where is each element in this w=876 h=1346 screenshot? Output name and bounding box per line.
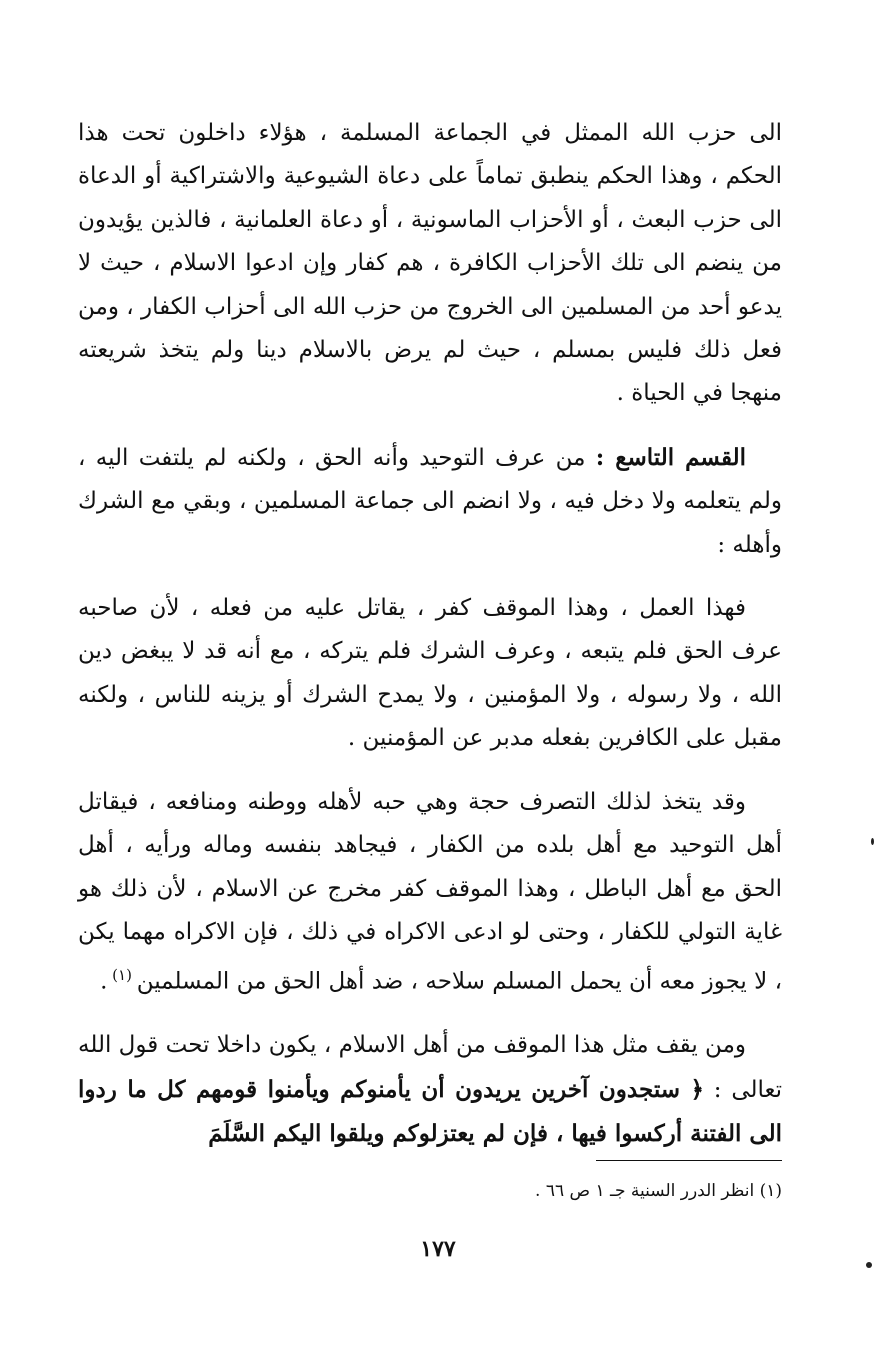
- page-number: ١٧٧: [420, 1236, 456, 1262]
- footnote-reference: (١): [107, 966, 137, 985]
- paragraph-4: [78, 781, 782, 1005]
- paragraph-2: [78, 436, 782, 567]
- section-heading: القسم التاسع :: [595, 443, 746, 471]
- paragraph-3-text: فهذا العمل ، وهذا الموقف كفر ، يقاتل عليه من فعله ، لأن صاحبه عرف الحق فلم يتبعه ، وعرف الشرك فلم يتركه ، مع أنه قد لا يبغض دين الله ، ولا رسوله ، ولا المؤمنين ، ولا يمدح الشرك أو يزينه للناس ، ولكنه مقبل على الكافرين بفعله مدبر عن المؤمنين .: [78, 595, 782, 752]
- paragraph-5-text: ومن يقف مثل هذا الموقف من أهل الاسلام ، يكون داخلا تحت قول الله تعالى :: [78, 1032, 783, 1103]
- paragraph-5: [78, 1024, 782, 1156]
- paragraph-2-text: من عرف التوحيد وأنه الحق ، ولكنه لم يلتفت اليه ، ولم يتعلمه ولا دخل فيه ، ولا انضم الى جماعة المسلمين ، وبقي مع الشرك وأهله :: [78, 444, 782, 558]
- paragraph-3: [78, 587, 782, 761]
- paragraph-4-end: .: [100, 968, 108, 995]
- scan-speck: [866, 1262, 872, 1268]
- paragraph-1-text: الى حزب الله الممثل في الجماعة المسلمة ، هؤلاء داخلون تحت هذا الحكم ، وهذا الحكم ينطبق تماماً على دعاة الشيوعية والاشتراكية أو الدعاة الى حزب البعث ، أو الأحزاب الماسونية ، أو دعاة العلمانية ، فالذين يؤيدون من ينضم الى تلك الأحزاب الكافرة ، هم كفار وإن ادعوا الاسلام ، حيث لا يدعو أحد من المسلمين الى الخروج من حزب الله الى أحزاب الكفار ، ومن فعل ذلك فليس بمسلم ، حيث لم يرض بالاسلام دينا ولم يتخذ شريعته منهجا في الحياة .: [78, 120, 782, 407]
- footnote-divider: [596, 1160, 782, 1161]
- page-body: [78, 112, 782, 1157]
- scan-speck: [871, 838, 874, 845]
- paragraph-4-text: وقد يتخذ لذلك التصرف حجة وهي حبه لأهله ووطنه ومنافعه ، فيقاتل أهل التوحيد مع أهل بلده من الكفار ، فيجاهد بنفسه وماله ورأيه ، أهل الحق مع أهل الباطل ، وهذا الموقف كفر مخرج عن الاسلام ، لأن ذلك هو غاية التولي للكفار ، وحتى لو ادعى الاكراه في ذلك ، فإن الاكراه مهما يكن ، لا يجوز معه أن يحمل المسلم سلاحه ، ضد أهل الحق من المسلمين: [78, 788, 782, 995]
- footnote: (١) انظر الدرر السنية جـ ١ ص ٦٦ .: [535, 1181, 782, 1201]
- paragraph-1: [78, 112, 782, 416]
- quran-quote: ﴿ ستجدون آخرين يريدون أن يأمنوكم ويأمنوا قومهم كل ما ردوا الى الفتنة أركسوا فيها ، فإن لم يعتزلوكم ويلقوا اليكم السَّلَمَ: [78, 1075, 782, 1148]
